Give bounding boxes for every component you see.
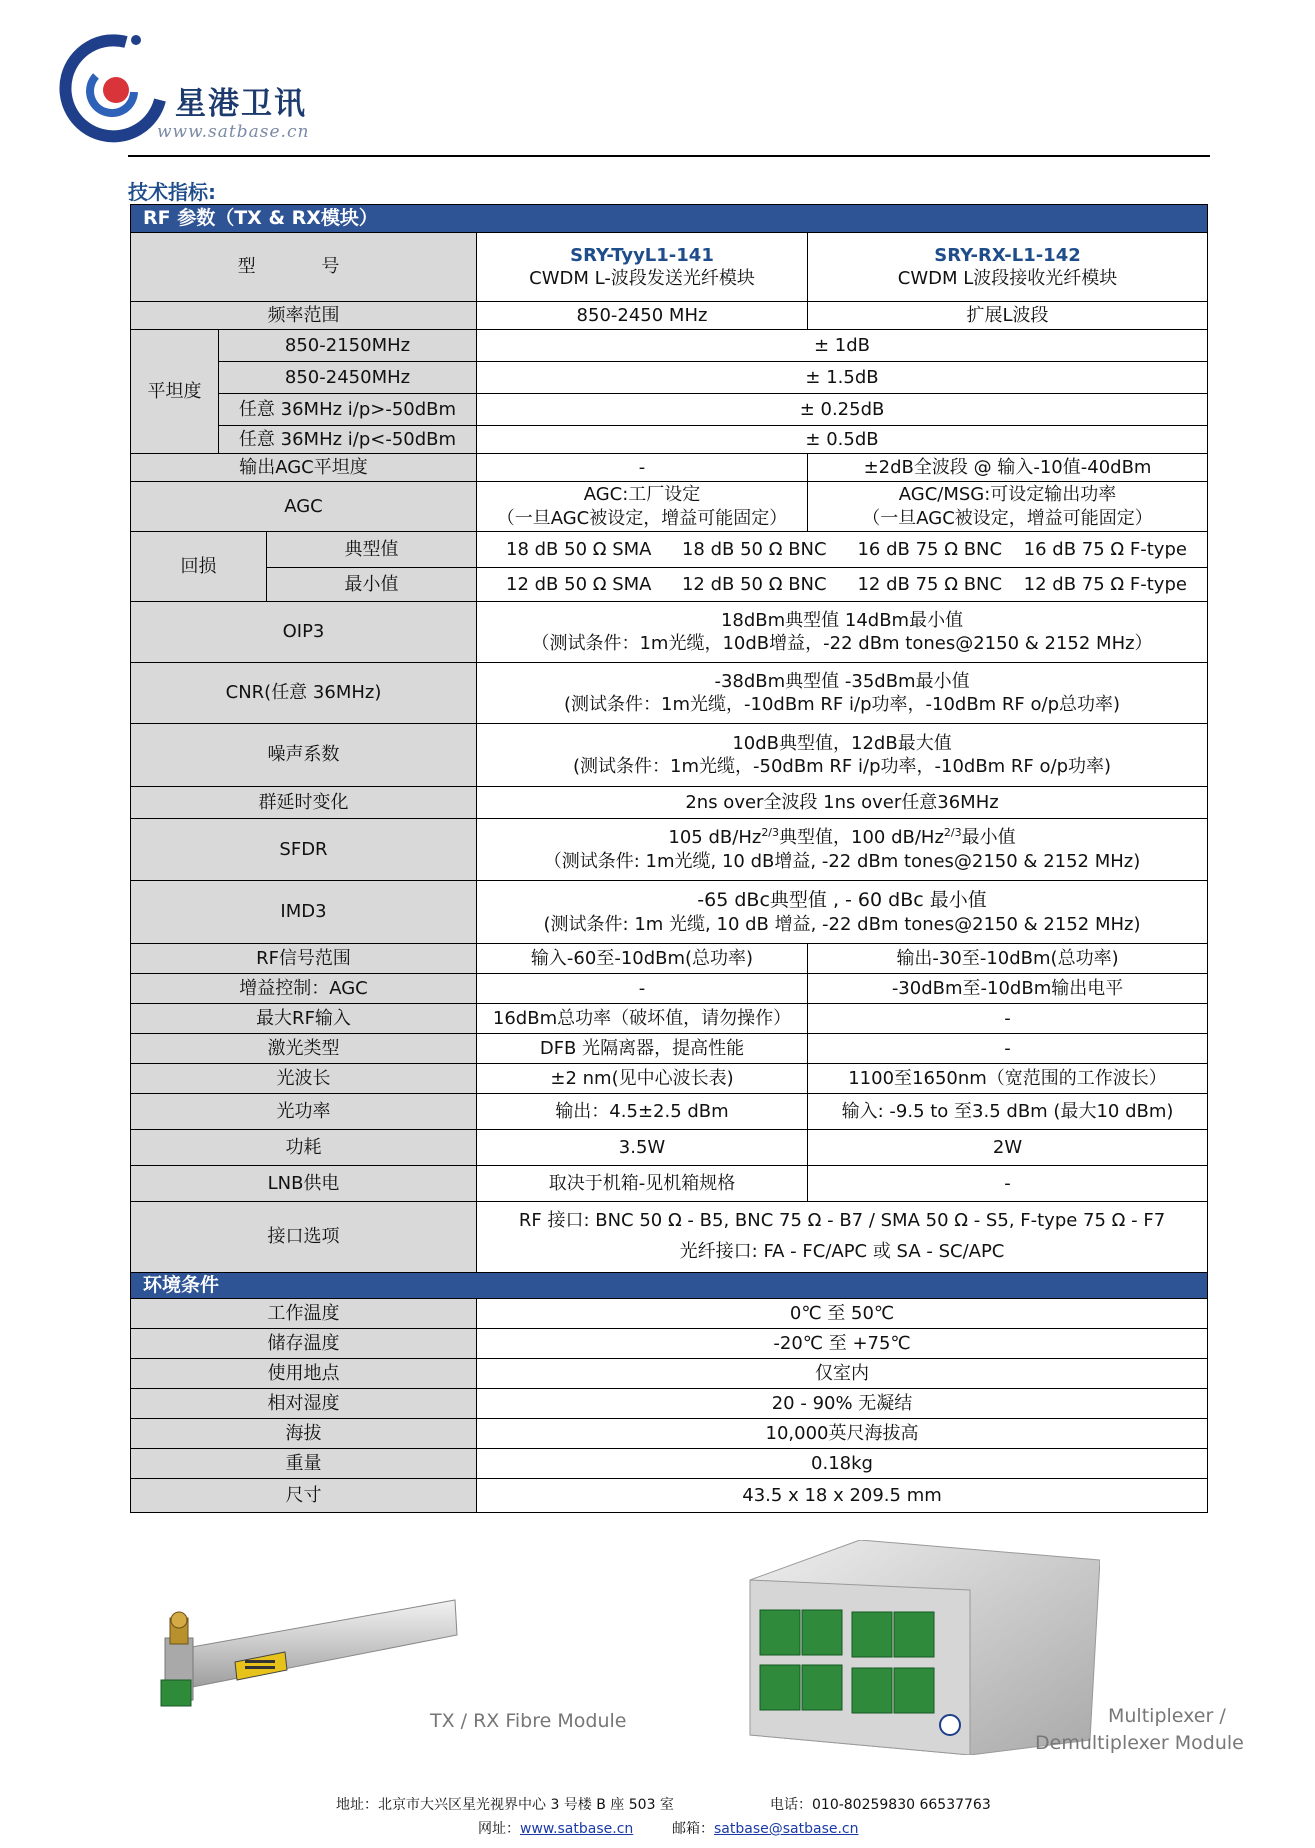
env-label: 相对湿度 bbox=[131, 1389, 477, 1419]
gain-ctrl-tx: - bbox=[477, 974, 808, 1004]
rx-model: SRY-RX-L1-142 bbox=[934, 244, 1081, 266]
agc-tx bbox=[477, 482, 808, 532]
table-row bbox=[131, 233, 1208, 302]
rx-desc: CWDM L波段接收光纤模块 bbox=[897, 268, 1118, 289]
noise-line2: (测试条件：1m光缆，-50dBm RF i/p功率，-10dBm RF o/p功率) bbox=[572, 756, 1112, 777]
rf-range-tx: 输入-60至-10dBm(总功率) bbox=[477, 944, 808, 974]
table-row bbox=[131, 1064, 1208, 1094]
brand-name: 星港卫讯 bbox=[175, 86, 307, 122]
table-row bbox=[131, 394, 1208, 426]
interface-value bbox=[477, 1202, 1208, 1273]
env-value: 43.5 x 18 x 209.5 mm bbox=[477, 1479, 1208, 1513]
env-label: 储存温度 bbox=[131, 1329, 477, 1359]
lnb-tx: 取决于机箱-见机箱规格 bbox=[477, 1166, 808, 1202]
mux-demux-module-image bbox=[740, 1540, 1100, 1755]
max-rf-rx: - bbox=[808, 1004, 1208, 1034]
table-row bbox=[131, 426, 1208, 454]
noise-line1: 10dB典型值，12dB最大值 bbox=[732, 732, 952, 754]
table-row bbox=[131, 532, 1208, 568]
table-row bbox=[131, 663, 1208, 724]
flatness-row-label: 任意 36MHz i/p<-50dBm bbox=[219, 426, 477, 454]
table-row bbox=[131, 1202, 1208, 1273]
table-row bbox=[131, 974, 1208, 1004]
sfdr-exp: 2/3 bbox=[761, 826, 780, 840]
sfdr-line1 bbox=[481, 826, 1203, 849]
agc-flatness-label: 输出AGC平坦度 bbox=[131, 454, 477, 482]
max-rf-tx: 16dBm总功率（破坏值，请勿操作） bbox=[477, 1004, 808, 1034]
return-loss-value: 12 dB 75 Ω BNC bbox=[857, 573, 1003, 595]
interface-line1: RF 接口: BNC 50 Ω - B5, BNC 75 Ω - B7 / SMA 50 Ω - S5, F-type 75 Ω - F7 bbox=[518, 1210, 1166, 1232]
noise-value bbox=[477, 724, 1208, 787]
wavelength-tx: ±2 nm(见中心波长表) bbox=[477, 1064, 808, 1094]
max-rf-label: 最大RF输入 bbox=[131, 1004, 477, 1034]
freq-rx: 扩展L波段 bbox=[808, 302, 1208, 330]
table-row bbox=[131, 1329, 1208, 1359]
return-loss-value: 18 dB 50 Ω SMA bbox=[506, 538, 652, 560]
table-row bbox=[131, 819, 1208, 881]
agc-tx-line2: （一旦AGC被设定，增益可能固定） bbox=[496, 507, 788, 529]
mux-module-caption-line1: Multiplexer / bbox=[1108, 1705, 1226, 1727]
tx-model-cell bbox=[477, 233, 808, 302]
return-loss-typ bbox=[477, 532, 1208, 568]
table-row bbox=[131, 1130, 1208, 1166]
group-delay-label: 群延时变化 bbox=[131, 787, 477, 819]
flatness-row-value: ± 1dB bbox=[477, 330, 1208, 362]
table-row bbox=[131, 1479, 1208, 1513]
table-row bbox=[131, 302, 1208, 330]
env-label: 工作温度 bbox=[131, 1299, 477, 1329]
sfdr-min: 典型值，100 dB/Hz bbox=[779, 827, 944, 849]
opt-power-rx: 输入: -9.5 to 至3.5 dBm (最大10 dBm) bbox=[808, 1094, 1208, 1130]
imd3-line1: -65 dBc典型值 , - 60 dBc 最小值 bbox=[697, 888, 987, 911]
env-value: 0.18kg bbox=[477, 1449, 1208, 1479]
section-title: 技术指标: bbox=[128, 180, 216, 204]
gain-ctrl-rx: -30dBm至-10dBm输出电平 bbox=[808, 974, 1208, 1004]
noise-label: 噪声系数 bbox=[131, 724, 477, 787]
header-divider bbox=[128, 155, 1210, 157]
laser-tx: DFB 光隔离器，提高性能 bbox=[477, 1034, 808, 1064]
interface-label: 接口选项 bbox=[131, 1202, 477, 1273]
table-row bbox=[131, 568, 1208, 602]
oip3-label: OIP3 bbox=[131, 602, 477, 663]
flatness-row-value: ± 0.5dB bbox=[477, 426, 1208, 454]
return-loss-value: 18 dB 50 Ω BNC bbox=[681, 538, 827, 560]
agc-label: AGC bbox=[131, 482, 477, 532]
env-value: 仅室内 bbox=[477, 1359, 1208, 1389]
footer-web-label: 网址： bbox=[478, 1821, 520, 1837]
sfdr-min-label: 最小值 bbox=[961, 827, 1016, 849]
env-value: 10,000英尺海拔高 bbox=[477, 1419, 1208, 1449]
env-label: 尺寸 bbox=[131, 1479, 477, 1513]
flatness-row-label: 850-2150MHz bbox=[219, 330, 477, 362]
env-label: 海拔 bbox=[131, 1419, 477, 1449]
return-loss-value: 12 dB 50 Ω SMA bbox=[506, 573, 652, 595]
company-logo bbox=[56, 30, 166, 150]
table-row bbox=[131, 1449, 1208, 1479]
return-loss-label: 回损 bbox=[131, 532, 267, 602]
table-row bbox=[131, 724, 1208, 787]
flatness-row-label: 任意 36MHz i/p>-50dBm bbox=[219, 394, 477, 426]
brand-url: www.satbase.cn bbox=[157, 122, 310, 142]
freq-label: 频率范围 bbox=[131, 302, 477, 330]
opt-power-tx: 输出：4.5±2.5 dBm bbox=[477, 1094, 808, 1130]
table-row bbox=[131, 1004, 1208, 1034]
env-value: 0℃ 至 50℃ bbox=[477, 1299, 1208, 1329]
imd3-label: IMD3 bbox=[131, 881, 477, 944]
group-delay-value: 2ns over全波段 1ns over任意36MHz bbox=[477, 787, 1208, 819]
table-row bbox=[131, 1273, 1208, 1299]
return-loss-value: 12 dB 50 Ω BNC bbox=[681, 573, 827, 595]
table-row bbox=[131, 1034, 1208, 1064]
power-label: 功耗 bbox=[131, 1130, 477, 1166]
sfdr-exp: 2/3 bbox=[943, 826, 962, 840]
rf-section-header: RF 参数（TX & RX模块） bbox=[131, 205, 1208, 233]
lnb-rx: - bbox=[808, 1166, 1208, 1202]
email-link[interactable]: satbase@satbase.cn bbox=[714, 1821, 859, 1837]
return-loss-value: 16 dB 75 Ω F-type bbox=[1023, 538, 1187, 560]
footer-website bbox=[478, 1818, 633, 1838]
flatness-row-label: 850-2450MHz bbox=[219, 362, 477, 394]
table-row bbox=[131, 1359, 1208, 1389]
return-loss-typ-label: 典型值 bbox=[267, 532, 477, 568]
return-loss-value: 16 dB 75 Ω BNC bbox=[857, 538, 1003, 560]
opt-power-label: 光功率 bbox=[131, 1094, 477, 1130]
env-section-header: 环境条件 bbox=[131, 1273, 1208, 1299]
imd3-line2: (测试条件: 1m 光缆, 10 dB 增益, -22 dBm tones@2150 & 2152 MHz) bbox=[543, 913, 1141, 935]
table-row bbox=[131, 602, 1208, 663]
table-row bbox=[131, 1389, 1208, 1419]
table-row bbox=[131, 205, 1208, 233]
rf-range-rx: 输出-30至-10dBm(总功率) bbox=[808, 944, 1208, 974]
tx-rx-module-caption: TX / RX Fibre Module bbox=[430, 1710, 627, 1732]
agc-tx-line1: AGC:工厂设定 bbox=[583, 484, 701, 506]
oip3-line1: 18dBm典型值 14dBm最小值 bbox=[720, 609, 964, 631]
mux-module-caption-line2: Demultiplexer Module bbox=[1035, 1732, 1244, 1754]
model-label: 型 号 bbox=[131, 233, 477, 302]
sfdr-label: SFDR bbox=[131, 819, 477, 881]
table-row bbox=[131, 881, 1208, 944]
env-label: 重量 bbox=[131, 1449, 477, 1479]
table-row bbox=[131, 454, 1208, 482]
table-row bbox=[131, 482, 1208, 532]
interface-line2: 光纤接口: FA - FC/APC 或 SA - SC/APC bbox=[679, 1241, 1005, 1262]
wavelength-rx: 1100至1650nm（宽范围的工作波长） bbox=[808, 1064, 1208, 1094]
agc-rx-line1: AGC/MSG:可设定输出功率 bbox=[898, 484, 1117, 506]
spec-table bbox=[130, 204, 1208, 1513]
footer-email bbox=[672, 1818, 859, 1838]
table-row bbox=[131, 1299, 1208, 1329]
sfdr-line2: （测试条件: 1m光缆, 10 dB增益, -22 dBm tones@2150 & 2152 MHz) bbox=[543, 850, 1141, 872]
laser-rx: - bbox=[808, 1034, 1208, 1064]
cnr-label: CNR(任意 36MHz) bbox=[131, 663, 477, 724]
laser-label: 激光类型 bbox=[131, 1034, 477, 1064]
freq-tx: 850-2450 MHz bbox=[477, 302, 808, 330]
agc-flatness-tx: - bbox=[477, 454, 808, 482]
return-loss-value: 12 dB 75 Ω F-type bbox=[1023, 573, 1187, 595]
agc-rx bbox=[808, 482, 1208, 532]
cnr-line2: (测试条件：1m光缆，-10dBm RF i/p功率，-10dBm RF o/p总功率) bbox=[563, 694, 1121, 715]
sfdr-value bbox=[477, 819, 1208, 881]
gain-ctrl-label: 增益控制：AGC bbox=[131, 974, 477, 1004]
table-row bbox=[131, 1094, 1208, 1130]
flatness-row-value: ± 0.25dB bbox=[477, 394, 1208, 426]
oip3-value bbox=[477, 602, 1208, 663]
footer-mail-label: 邮箱： bbox=[672, 1821, 714, 1837]
cnr-value bbox=[477, 663, 1208, 724]
tx-desc: CWDM L-波段发送光纤模块 bbox=[529, 268, 755, 289]
wavelength-label: 光波长 bbox=[131, 1064, 477, 1094]
power-tx: 3.5W bbox=[477, 1130, 808, 1166]
cnr-line1: -38dBm典型值 -35dBm最小值 bbox=[714, 670, 970, 692]
table-row bbox=[131, 1166, 1208, 1202]
table-row bbox=[131, 944, 1208, 974]
tx-rx-module-image bbox=[135, 1580, 465, 1730]
flatness-label: 平坦度 bbox=[131, 330, 219, 454]
return-loss-min bbox=[477, 568, 1208, 602]
website-link[interactable]: www.satbase.cn bbox=[520, 1821, 634, 1837]
imd3-value bbox=[477, 881, 1208, 944]
power-rx: 2W bbox=[808, 1130, 1208, 1166]
sfdr-typ: 105 dB/Hz bbox=[668, 827, 762, 849]
lnb-label: LNB供电 bbox=[131, 1166, 477, 1202]
tx-model: SRY-TyyL1-141 bbox=[570, 244, 714, 266]
env-value: 20 - 90% 无凝结 bbox=[477, 1389, 1208, 1419]
env-value: -20℃ 至 +75℃ bbox=[477, 1329, 1208, 1359]
oip3-line2: （测试条件：1m光缆，10dB增益，-22 dBm tones@2150 & 2152 MHz） bbox=[531, 633, 1153, 654]
agc-rx-line2: （一旦AGC被设定，增益可能固定） bbox=[862, 507, 1153, 529]
return-loss-min-label: 最小值 bbox=[267, 568, 477, 602]
table-row bbox=[131, 787, 1208, 819]
agc-flatness-rx: ±2dB全波段 @ 输入-10值-40dBm bbox=[808, 454, 1208, 482]
rx-model-cell bbox=[808, 233, 1208, 302]
table-row bbox=[131, 330, 1208, 362]
flatness-row-value: ± 1.5dB bbox=[477, 362, 1208, 394]
rf-range-label: RF信号范围 bbox=[131, 944, 477, 974]
table-row bbox=[131, 1419, 1208, 1449]
table-row bbox=[131, 362, 1208, 394]
footer-address: 地址：北京市大兴区星光视界中心 3 号楼 B 座 503 室 bbox=[336, 1797, 674, 1813]
env-label: 使用地点 bbox=[131, 1359, 477, 1389]
footer-phone: 电话：010-80259830 66537763 bbox=[770, 1797, 991, 1813]
